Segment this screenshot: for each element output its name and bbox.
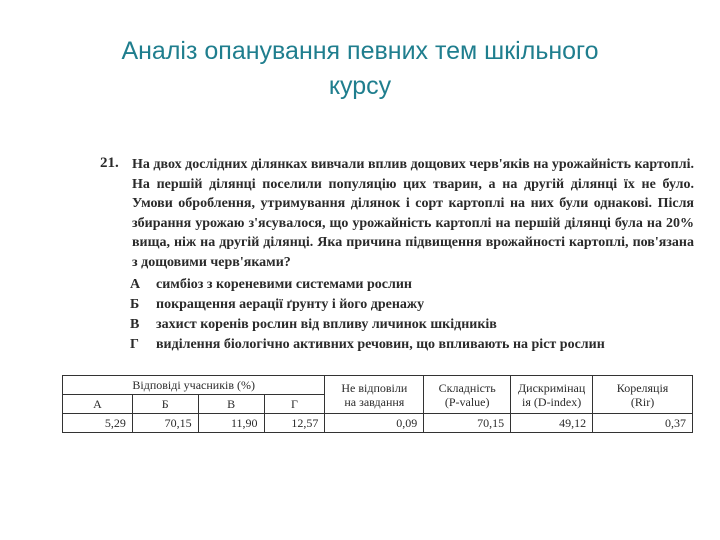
- value-no-answer: 0,09: [325, 414, 424, 433]
- answer-option-c: [130, 315, 690, 335]
- option-letter: А: [130, 277, 141, 292]
- header-correlation: Кореляція (Rir): [593, 376, 693, 414]
- header-letter-d: Г: [264, 395, 325, 414]
- option-letter: Г: [130, 337, 139, 352]
- table-header-row: [63, 376, 693, 395]
- header-letter-b: Б: [132, 395, 198, 414]
- option-letter: Б: [130, 297, 140, 312]
- value-difficulty: 70,15: [424, 414, 511, 433]
- answer-option-b: [130, 295, 690, 315]
- option-letter: В: [130, 317, 140, 332]
- value-a: 5,29: [63, 414, 133, 433]
- option-text: симбіоз з кореневими системами рослин: [156, 277, 412, 292]
- slide-title: [40, 34, 680, 104]
- question-number: 21.: [100, 155, 119, 171]
- header-discrimination: Дискримінац ія (D-index): [511, 376, 593, 414]
- value-discrimination: 49,12: [511, 414, 593, 433]
- value-b: 70,15: [132, 414, 198, 433]
- header-letter-c: В: [198, 395, 264, 414]
- option-text: захист коренів рослин від впливу личинок шкідників: [156, 317, 497, 332]
- value-c: 11,90: [198, 414, 264, 433]
- answer-option-d: [130, 335, 690, 355]
- question-stem: На двох дослідних ділянках вивчали вплив дощових черв'яків на урожайність картоплі. На першій ділянці поселили популяцію цих тварин, а на другій ділянці їх не було. Умови оброблення, утримування ділянок і сорт картоплі на них були однакові. Після збирання урожаю з'ясувалося, що урожайність картоплі на першій ділянці була на 20% вища, ніж на другій ділянці. Яка причина підвищення врожайності картоплі, пов'язана з дощовими черв'яками?: [132, 157, 694, 270]
- answer-option-a: [130, 275, 690, 295]
- table-row: [63, 414, 693, 433]
- option-text: покращення аерації ґрунту і його дренажу: [156, 297, 425, 312]
- slide-title-line-2: курсу: [328, 72, 392, 100]
- option-text: виділення біологічно активних речовин, що впливають на ріст рослин: [156, 337, 605, 352]
- header-answers: Відповіді учасників (%): [63, 376, 325, 395]
- statistics-table: [62, 375, 693, 433]
- header-letter-a: А: [63, 395, 133, 414]
- header-no-answer: Не відповіли на завдання: [325, 376, 424, 414]
- slide-title-line-1: Аналіз опанування певних тем шкільного: [121, 37, 599, 65]
- value-correlation: 0,37: [593, 414, 693, 433]
- value-d: 12,57: [264, 414, 325, 433]
- header-difficulty: Складність (P-value): [424, 376, 511, 414]
